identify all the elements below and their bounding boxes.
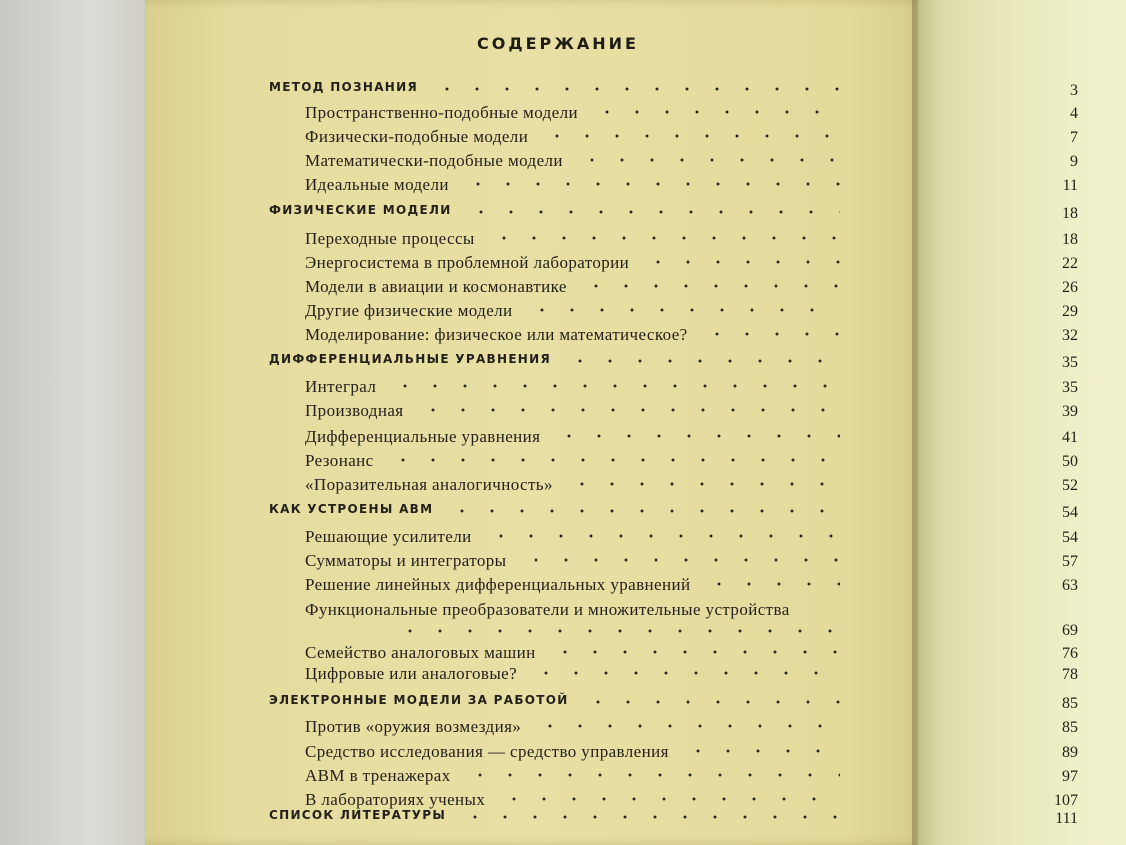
toc-leader-dots: [535, 719, 840, 733]
toc-page-number: 89: [1062, 744, 1078, 761]
toc-page-number: 50: [1062, 453, 1078, 470]
toc-page-number: 63: [1062, 577, 1078, 594]
toc-section-row: [0, 643, 1126, 665]
toc-section-row: [0, 551, 1126, 573]
toc-section-row: [0, 325, 1126, 347]
toc-section-label: АВМ в тренажерах: [305, 766, 451, 785]
toc-section-label: Производная: [305, 401, 404, 420]
toc-page-number: 39: [1062, 403, 1078, 420]
toc-section-label: Против «оружия возмездия»: [305, 717, 522, 736]
toc-section-label: Дифференциальные уравнения: [305, 427, 541, 446]
toc-section-label: Средство исследования — средство управления: [305, 742, 669, 761]
toc-section-row: [0, 253, 1126, 275]
toc-leader-dots: [531, 666, 840, 680]
toc-section-row: [0, 151, 1126, 173]
toc-page-number: 76: [1062, 645, 1078, 662]
toc-section-label: Переходные процессы: [305, 229, 475, 248]
toc-leader-dots: [486, 529, 840, 543]
toc-leader-dots: [577, 153, 840, 167]
toc-section-label: Цифровые или аналоговые?: [305, 664, 518, 683]
toc-leader-dots: [390, 379, 840, 393]
toc-page-number: 35: [1062, 354, 1078, 371]
toc-section-row: [0, 475, 1126, 497]
toc-leader-dots: [581, 279, 840, 293]
toc-section-row: [0, 766, 1126, 788]
toc-page-number: 9: [1070, 153, 1078, 170]
toc-section-row: [0, 401, 1126, 423]
toc-page-number: 35: [1062, 379, 1078, 396]
toc-leader-dots: [489, 231, 840, 245]
toc-section-label: В лабораториях ученых: [305, 790, 486, 809]
toc-chapter-label: ФИЗИЧЕСКИЕ МОДЕЛИ: [269, 203, 452, 217]
toc-section-label: Сумматоры и интеграторы: [305, 551, 507, 570]
toc-section-row: [0, 175, 1126, 197]
toc-leader-dots: [395, 624, 840, 638]
toc-section-row: [0, 600, 1126, 639]
toc-leader-dots: [388, 453, 840, 467]
toc-page-number: 85: [1062, 719, 1078, 736]
toc-leader-dots: [643, 255, 840, 269]
toc-chapter-label: СПИСОК ЛИТЕРАТУРЫ: [269, 808, 447, 822]
toc-leader-dots: [542, 129, 840, 143]
toc-section-row: [0, 103, 1126, 125]
toc-leader-dots: [683, 744, 840, 758]
toc-page-number: 26: [1062, 279, 1078, 296]
toc-chapter-row: [0, 693, 1126, 715]
toc-page-number: 29: [1062, 303, 1078, 320]
toc-section-row: [0, 717, 1126, 739]
toc-section-label: Математически-подобные модели: [305, 151, 563, 170]
toc-leader-dots: [418, 403, 840, 417]
toc-section-label: Другие физические модели: [305, 301, 513, 320]
toc-leader-dots: [527, 303, 840, 317]
toc-page-number: 69: [1062, 622, 1078, 639]
toc-leader-dots: [583, 695, 840, 709]
toc-chapter-label: ДИФФЕРЕНЦИАЛЬНЫЕ УРАВНЕНИЯ: [269, 352, 552, 366]
toc-page-number: 4: [1070, 105, 1078, 122]
toc-leader-dots: [554, 429, 840, 443]
toc-section-label: Семейство аналоговых машин: [305, 643, 536, 662]
toc-leader-dots: [702, 327, 840, 341]
toc-page-number: 78: [1062, 666, 1078, 683]
toc-section-label: Моделирование: физическое или математическое?: [305, 325, 688, 344]
toc-section-row: [0, 277, 1126, 299]
toc-page-number: 54: [1062, 529, 1078, 546]
toc-chapter-label: КАК УСТРОЕНЫ АВМ: [269, 502, 434, 516]
toc-section-label: Модели в авиации и космонавтике: [305, 277, 567, 296]
toc-section-row: [0, 527, 1126, 549]
toc-page-number: 41: [1062, 429, 1078, 446]
toc-section-row: [0, 451, 1126, 473]
toc-section-label: Физически-подобные модели: [305, 127, 529, 146]
toc-section-label: Пространственно-подобные модели: [305, 103, 578, 122]
toc-section-label: Резонанс: [305, 451, 374, 470]
toc-page-number: 22: [1062, 255, 1078, 272]
toc-page-number: 111: [1055, 810, 1078, 827]
toc-page-number: 57: [1062, 553, 1078, 570]
toc-leader-dots: [463, 177, 840, 191]
toc-page-number: 32: [1062, 327, 1078, 344]
toc-section-label: Решающие усилители: [305, 527, 472, 546]
toc-leader-dots: [521, 553, 840, 567]
toc-leader-dots: [465, 768, 840, 782]
toc-page-number: 97: [1062, 768, 1078, 785]
toc-chapter-row: [0, 352, 1126, 374]
toc-title: СОДЕРЖАНИЕ: [477, 34, 639, 53]
toc-page-number: 18: [1062, 231, 1078, 248]
toc-page-number: 7: [1070, 129, 1078, 146]
toc-page-number: 52: [1062, 477, 1078, 494]
toc-section-label: «Поразительная аналогичность»: [305, 475, 553, 494]
toc-section-label: Решение линейных дифференциальных уравнений: [305, 575, 691, 594]
toc-page-number: 85: [1062, 695, 1078, 712]
toc-page-number: 3: [1070, 82, 1078, 99]
toc-section-label: Энергосистема в проблемной лаборатории: [305, 253, 630, 272]
toc-leader-dots: [432, 82, 840, 96]
toc-leader-dots: [567, 477, 840, 491]
toc-leader-dots: [447, 504, 840, 518]
toc-chapter-label: МЕТОД ПОЗНАНИЯ: [269, 80, 419, 94]
toc-chapter-row: [0, 808, 1126, 830]
toc-chapter-row: [0, 203, 1126, 225]
toc-section-row: [0, 427, 1126, 449]
toc-chapter-row: [0, 502, 1126, 524]
toc-leader-dots: [460, 810, 840, 824]
toc-section-row: [0, 229, 1126, 251]
toc-page-number: 11: [1062, 177, 1078, 194]
toc-section-row: [0, 664, 1126, 686]
toc-leader-dots: [592, 105, 840, 119]
toc-leader-dots: [466, 205, 840, 219]
toc-chapter-row: [0, 80, 1126, 102]
toc-section-row: [0, 742, 1126, 764]
toc-page-number: 18: [1062, 205, 1078, 222]
toc-section-row: [0, 301, 1126, 323]
toc-page-number: 54: [1062, 504, 1078, 521]
toc-page-number: 107: [1054, 792, 1078, 809]
toc-leader-dots: [499, 792, 840, 806]
toc-leader-dots: [565, 354, 840, 368]
toc-section-label: Функциональные преобразователи и множительные устройства: [305, 600, 790, 619]
toc-section-label: Идеальные модели: [305, 175, 449, 194]
toc-leader-dots: [550, 645, 840, 659]
toc-chapter-label: ЭЛЕКТРОННЫЕ МОДЕЛИ ЗА РАБОТОЙ: [269, 693, 569, 707]
toc-section-row: [0, 575, 1126, 597]
toc-section-label: Интеграл: [305, 377, 377, 396]
toc-section-row: [0, 377, 1126, 399]
toc-section-row: [0, 127, 1126, 149]
toc-leader-dots: [704, 577, 840, 591]
